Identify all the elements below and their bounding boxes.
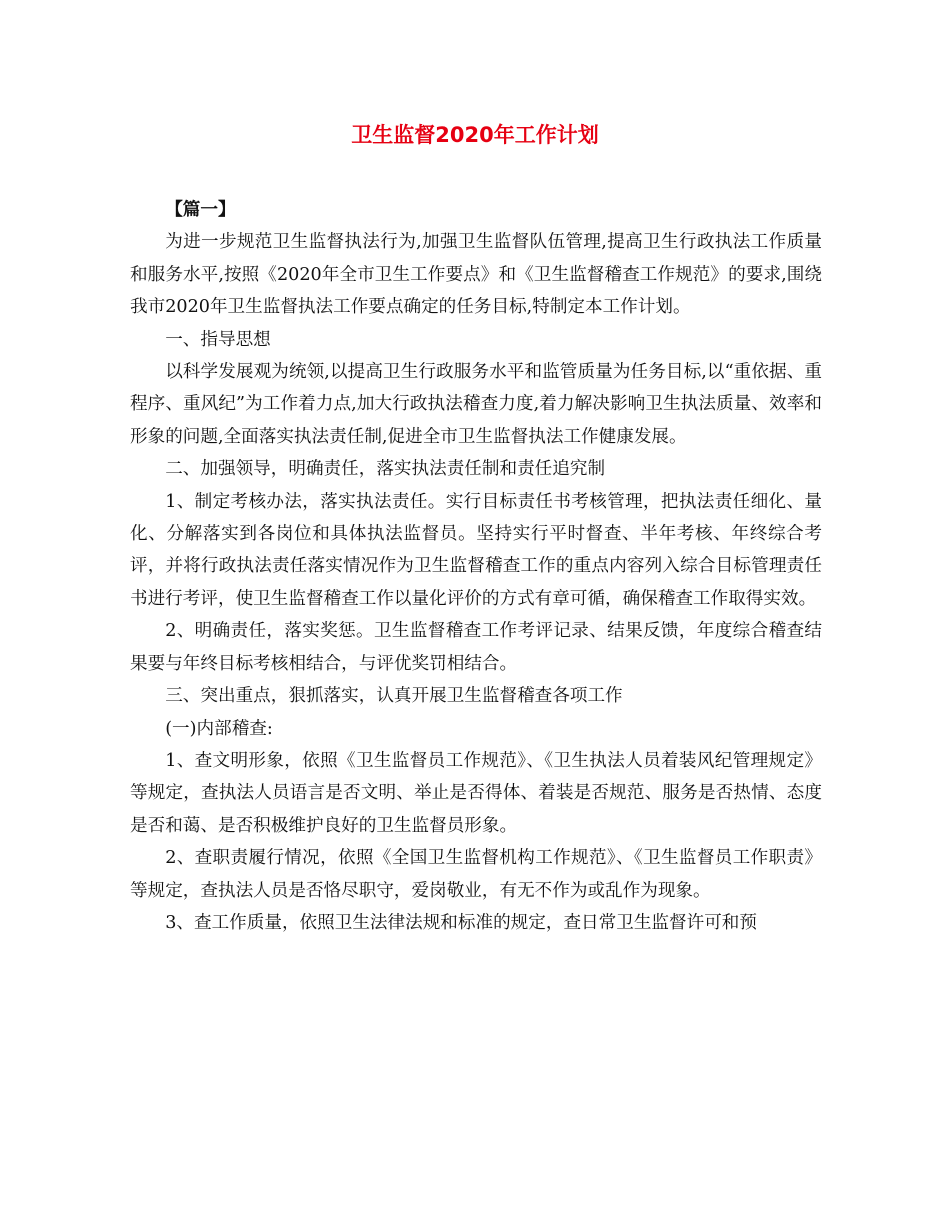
section-heading-2: 二、加强领导，明确责任，落实执法责任制和责任追究制 <box>165 459 606 480</box>
section-3-paragraph-2: 2、查职责履行情况，依照《全国卫生监督机构工作规范》、《卫生监督员工作职责》等规定，查执法人员是否恪尽职守，爱岗敬业，有无不作为或乱作为现象。 <box>130 848 822 901</box>
intro-paragraph: 为进一步规范卫生监督执法行为,加强卫生监督队伍管理,提高卫生行政执法工作质量和服务水平,按照《2020年全市卫生工作要点》和《卫生监督稽查工作规范》的要求,围绕我市2020年卫生监督执法工作要点确定的任务目标,特制定本工作计划。 <box>130 232 822 318</box>
section-3-paragraph-1: 1、查文明形象，依照《卫生监督员工作规范》、《卫生执法人员着装风纪管理规定》等规定，查执法人员语言是否文明、举止是否得体、着装是否规范、服务是否热情、态度是否和蔼、是否积极维护良好的卫生监督员形象。 <box>130 750 822 836</box>
section-heading-3: 三、突出重点，狠抓落实，认真开展卫生监督稽查各项工作 <box>165 686 623 707</box>
section-3-paragraph-3: 3、查工作质量，依照卫生法律法规和标准的规定，查日常卫生监督许可和预 <box>165 912 757 933</box>
section-2-paragraph-1: 1、制定考核办法，落实执法责任。实行目标责任书考核管理，把执法责任细化、量化、分解落实到各岗位和具体执法监督员。坚持实行平时督查、半年考核、年终综合考评，并将行政执法责任落实情况作为卫生监督稽查工作的重点内容列入综合目标管理责任书进行考评，使卫生监督稽查工作以量化评价的方式有章可循，确保稽查工作取得实效。 <box>130 491 822 609</box>
section-2-paragraph-2: 2、明确责任，落实奖惩。卫生监督稽查工作考评记录、结果反馈，年度综合稽查结果要与年终目标考核相结合，与评优奖罚相结合。 <box>130 621 822 674</box>
document-body <box>130 194 822 939</box>
section-heading-1: 一、指导思想 <box>165 329 271 350</box>
section-3-subheading: (一)内部稽查: <box>165 718 273 739</box>
document-title: 卫生监督2020年工作计划 <box>351 123 599 147</box>
section-1-paragraph-1: 以科学发展观为统领,以提高卫生行政服务水平和监管质量为任务目标,以“重依据、重程序、重风纪”为工作着力点,加大行政执法稽查力度,着力解决影响卫生执法质量、效率和形象的问题,全面落实执法责任制,促进全市卫生监督执法工作健康发展。 <box>130 362 822 447</box>
part-label: 【篇一】 <box>165 199 236 220</box>
